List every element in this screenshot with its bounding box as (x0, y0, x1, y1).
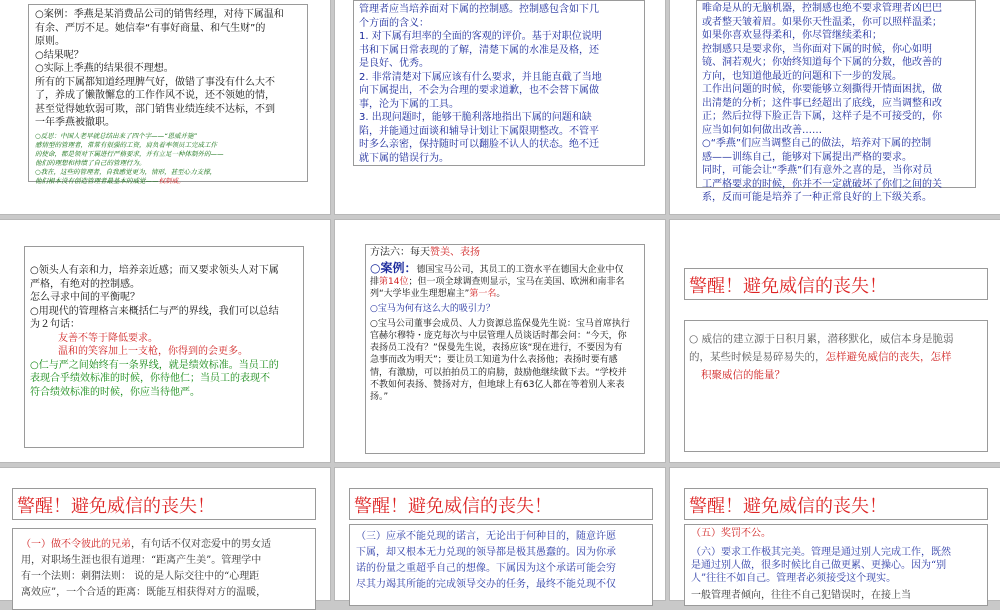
s4green-line: 表现合乎绩效标准的时候，你待他仁；当员工的表现不 (30, 373, 270, 384)
s2lines-line: 3. 出现问题时，能够干脆利落地指出下属的问题和缺 (359, 112, 592, 123)
slide-6-line-3: 积聚威信的能量？ (701, 368, 785, 381)
slide-9-item-6-line-2: 是通过别人做，很多时候比自己做更累、更操心。因为“别 (691, 560, 947, 571)
slide-2-content-box (353, 0, 645, 166)
s5body-line: 情，有激励，可以拍拍员工的肩膀，鼓励他继续做下去。“学校并 (370, 367, 627, 378)
slide-6-line-1: ○ 威信的建立源于日积月累，潜移默化，威信本身是脆弱 (689, 333, 954, 345)
s3lines-line: 感——训练自己，能够对下属提出严格的要求。 (702, 151, 912, 163)
s1lines-line: 原则。 (35, 36, 65, 47)
slide-9-title: 警醒！避免威信的丧失！ (689, 496, 887, 517)
s4lines-line: 怎么寻求中间的平衡呢？ (30, 292, 140, 303)
s3lines-line: 系，反而可能是培养了一种正常良好的上下级关系。 (702, 192, 932, 203)
s1lines-line: 甚至觉得她软弱可欺，部门销售业绩连续不达标，不到 (35, 103, 275, 115)
s2lines-line: 时多么亲密，保持随时可以翻脸不认人的状态。绝不迁 (359, 139, 599, 150)
s2lines-line: 书和下属日常表现的了解，清楚下属的水准是及格，还 (359, 44, 599, 56)
slide-5-case-line-3: 列“大学毕业生理想雇主”第一名。 (370, 289, 506, 299)
slide-4-maxim-1: 友善不等于降低要求。 (58, 332, 158, 344)
slide-7-line-2: 用，对职场生涯也很有道理：“距离产生美”。管理学中 (21, 555, 262, 566)
slide-thumbnail-2[interactable] (335, 0, 665, 214)
s3lines-line: 正；然后拉得下脸正告下属，这样子是不可接受的，你 (702, 111, 942, 122)
slide-7-title-box (12, 488, 316, 520)
s1lines-line: 有余、严厉不足。她信奉“有事好商量、和气生财”的 (35, 22, 266, 34)
slide-thumbnail-3[interactable] (670, 0, 1000, 214)
slide-4-content-box (24, 246, 304, 448)
slide-8-line-4: 尽其力竭其所能的完成领导交办的任务，最终不能兑现不仅 (356, 579, 616, 590)
slide-8-title-box (349, 488, 653, 520)
slide-6-title-box (684, 268, 988, 300)
slide-8-line-3: 诺的份量之重超乎自己的想像。下属因为这个承诺可能会穷 (356, 563, 616, 574)
s3lines-line: 或者整天皱着眉。如果你天性温柔，你可以照样温柔； (702, 16, 942, 28)
slide-8-line-1: （三）应承不能兑现的诺言，无论出于何种目的，随意许愿 (356, 531, 616, 542)
s2lines-line: 陷，并能通过面谈和辅导计划让下属限期整改。不管平 (359, 125, 599, 137)
slide-5-question: ○宝马为何有这么大的吸引力？ (370, 304, 495, 315)
s2lines-line: 管理者应当培养面对下属的控制感。控制感包含如下几 (359, 4, 599, 15)
s1lines-line: 一年季燕被撤职。 (35, 117, 115, 128)
slide-thumbnail-4[interactable] (0, 220, 330, 462)
slide-1-case-text (35, 9, 301, 130)
slide-6-text (685, 321, 987, 395)
s4lines-line: 为２句话： (30, 319, 80, 330)
s1lines-line: 了，养成了懒散懈怠的工作作风不说，还不领她的情， (35, 90, 275, 101)
slide-8-content-box (349, 524, 653, 606)
s1green-line: ○反思：中国人老早就总结出来了四个字——“恩威并施” (35, 131, 197, 140)
slide-5-case: ○案例：德国宝马公司，其员工的工资水平在德国大企业中仅 (370, 260, 624, 275)
slide-5-method-title: 方法六：每天赞美、表扬 (370, 247, 480, 258)
s3lines-line: 应当如何如何做出改善…… (702, 124, 822, 136)
s5body-line: 官赫尔穆特・庞克每次与中层管理人员谈话时都会问：“今天，你 (370, 330, 627, 341)
slide-thumbnail-8[interactable] (335, 468, 665, 600)
slide-thumbnail-1[interactable] (0, 0, 330, 214)
s2lines-line: 是良好、优秀。 (359, 58, 429, 69)
slide-9-title-box (684, 488, 988, 520)
slide-9-tail: 一般管理者倾向，往往不自己犯错误时，在接上当 (691, 590, 911, 601)
s2lines-line: 就下属的错误行为。 (359, 152, 449, 164)
s3lines-line: 工作出问题的时候，你要能够立刻撕得开情面困扰，做 (702, 84, 942, 95)
s2lines-line: 事，沦为下属的工具。 (359, 98, 459, 110)
s2lines-line: 1. 对下属有坦率的全面的客观的评价。基于对职位说明 (359, 31, 602, 42)
s5body-line: 表扬员工没有？”保曼先生说，表扬应该“现在进行，不要因为有 (370, 343, 623, 353)
s1lines-line: ○实际上季燕的结果很不理想。 (35, 63, 174, 74)
slide-7-line-1: （一）做不令彼此的兄弟，有句话不仅对恋爱中的男女适 (21, 539, 271, 550)
slide-thumbnail-7[interactable] (0, 468, 330, 600)
slide-4-maxim-2: 温和的笑容加上一支枪，你得到的会更多。 (58, 346, 248, 357)
s4green-line: 符合绩效标准的时候，你应当待他严。 (30, 386, 200, 398)
s3lines-line: 控制感只是要求你，当你面对下属的时候，你心如明 (702, 43, 932, 55)
s3lines-line: 如果你喜欢显得柔和，你尽管继续柔和； (702, 30, 882, 41)
slide-thumbnail-6[interactable] (670, 220, 1000, 462)
s5body-line: ○宝马公司董事会成员、人力资源总监保曼先生说：宝马首席执行 (370, 318, 630, 329)
slide-5-content-box (365, 244, 645, 454)
s3lines-line: 镜、洞若观火；你始终知道每个下属的分数，他改善的 (702, 57, 942, 68)
slide-9-item-5: （五）奖罚不公。 (691, 528, 771, 539)
s1lines-line: ○案例：季燕是某消费品公司的销售经理，对待下属温和 (35, 9, 284, 20)
s4lines-line: 严格，有绝对的控制感。 (30, 278, 140, 290)
slide-3-content-box (696, 0, 976, 203)
slide-6-content-box (684, 320, 988, 452)
s1lines-line: ○结果呢？ (35, 49, 84, 61)
s3lines-line: ○“季燕”们应当调整自己的做法，培养对下属的控制 (702, 138, 932, 149)
s1lines-line: 所有的下属都知道经理脾气好，做错了事没有什么大不 (35, 76, 275, 88)
slide-thumbnail-5[interactable] (335, 220, 665, 462)
slide-8-line-2: 下属，却又根本无力兑现的领导都是极其愚蠢的。因为你承 (356, 547, 616, 558)
s1green-line: 的使命，都是领对下属进行严格要求，并有立足一种体制外的—— (35, 149, 224, 158)
s3lines-line: 方向，也知道他最近的问题和下一步的发展。 (702, 70, 902, 82)
slide-4-balance-text (30, 265, 298, 332)
slide-7-title: 警醒！避免威信的丧失！ (17, 496, 215, 517)
slide-9-item-6-line-3: 人”往往不如自己。管理者必须接受这个现实。 (691, 573, 897, 584)
s3lines-line: 出清楚的分析；这件事已经超出了底线，应当调整和改 (702, 97, 942, 109)
s3lines-line: 唯命是从的无脑机器，控制感也绝不要求管理者凶巴巴 (702, 3, 942, 14)
slide-5-body (370, 319, 640, 404)
slide-9-content-box (684, 524, 988, 606)
s5body-line: 扬。” (370, 392, 389, 402)
slide-8-title: 警醒！避免威信的丧失！ (354, 496, 552, 517)
slide-7-line-4: 离效应”，一个合适的距离：既能互相获得对方的温暖， (21, 587, 267, 598)
s2lines-line: 个方面的含义： (359, 17, 429, 29)
slide-1-reflection-emphasis: 权制威。 (158, 177, 185, 186)
slide-6-line-2: 的，某些时候是易碎易失的，怎样避免威信的丧失，怎样 (689, 350, 952, 363)
slide-thumbnail-9[interactable] (670, 468, 1000, 600)
slide-4-performance-text (30, 360, 298, 400)
slide-1-content-box (28, 4, 308, 186)
s1green-line: 他们的理想和持绩了自己的管理行为。 (35, 158, 146, 167)
slide-1-reflection (35, 132, 301, 186)
slide-6-title: 警醒！避免威信的丧失！ (689, 276, 887, 297)
s5body-line: 不教如何表扬、赞扬对方，但地球上有63亿人都在等着别人来表 (370, 379, 625, 390)
s3lines-line: 工严格要求的时候，你并不一定就破坏了你们之间的关 (702, 178, 942, 190)
s1green-line: 感情型的管理者，常常有很强的工资，肩负着率领员工完成工作 (35, 140, 217, 149)
s5body-line: 急事而改为明天”；要让员工知道为什么表扬他；表扬时要有感 (370, 355, 618, 366)
slide-7-content-box (12, 528, 316, 610)
slide-3-control-text (697, 1, 975, 208)
s3lines-line: 同时，可能会让“季燕”们有意外之喜的是，当你对员 (702, 165, 933, 176)
slide-9-item-6 (691, 546, 981, 585)
s2lines-line: 2. 非常清楚对下属应该有什么要求，并且能直截了当地 (359, 71, 602, 83)
slide-2-control-text (354, 1, 644, 169)
slide-7-line-3: 有一个法则：刺猬法则： 说的是人际交往中的“心理距 (21, 571, 260, 582)
s4green-line: ○仁与严之间始终有一条界线，就是绩效标准。当员工的 (30, 359, 279, 371)
s4lines-line: ○领头人有亲和力，培养亲近感；而又要求领头人对下属 (30, 265, 279, 276)
slide-5-case-line-2: 排第14位；但一项全球调查则显示，宝马在美国、欧洲和南非名 (370, 276, 625, 287)
slide-9-item-6-line-1: （六）要求工作极其完美。管理是通过别人完成工作，既然 (691, 547, 951, 558)
s1green-line: 他们根本没有创造管理者最基本的威觉——权制威。 (35, 177, 185, 186)
s2lines-line: 向下属提出，不会为合理的要求道歉，也不会替下属做 (359, 85, 599, 96)
s1green-line: ○我在，这些的管理者，自我感觉更为，情形，甚至心力支撑， (35, 168, 217, 176)
s4lines-line: ○用现代的管理格言来概括仁与严的界线，我们可以总结 (30, 305, 279, 317)
